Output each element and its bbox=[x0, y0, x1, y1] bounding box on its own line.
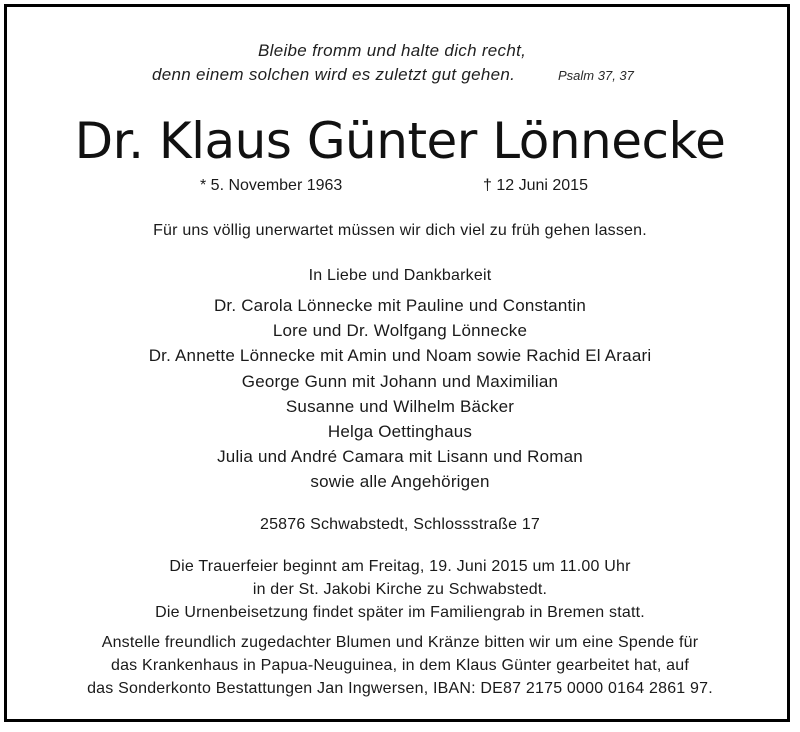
mourner-line: Helga Oettinghaus bbox=[327, 422, 473, 441]
mourner-line: George Gunn mit Johann und Maximilian bbox=[241, 372, 559, 391]
address: 25876 Schwabstedt, Schlossstraße 17 bbox=[259, 516, 541, 533]
mourner-line: Julia und André Camara mit Lisann und Roman bbox=[217, 447, 583, 466]
quote-line-2: denn einem solchen wird es zuletzt gut gehen. bbox=[152, 65, 516, 84]
farewell-message: Für uns völlig unerwartet müssen wir dich viel zu früh gehen lassen. bbox=[153, 222, 647, 239]
ceremony-line: Die Urnenbeisetzung findet später im Familiengrab in Bremen statt. bbox=[155, 604, 645, 621]
ceremony-line: Die Trauerfeier beginnt am Freitag, 19. Juni 2015 um 11.00 Uhr bbox=[169, 558, 631, 575]
birth-date: * 5. November 1963 bbox=[200, 177, 343, 194]
mourner-line: Lore und Dr. Wolfgang Lönnecke bbox=[272, 321, 528, 340]
mourner-line: sowie alle Angehörigen bbox=[310, 472, 490, 491]
mourner-line: Dr. Carola Lönnecke mit Pauline und Constantin bbox=[213, 296, 587, 315]
mourner-line: Dr. Annette Lönnecke mit Amin und Noam sowie Rachid El Araari bbox=[148, 346, 652, 365]
ceremony-line: in der St. Jakobi Kirche zu Schwabstedt. bbox=[252, 581, 548, 598]
donation-line: das Sonderkonto Bestattungen Jan Ingwersen, IBAN: DE87 2175 0000 0164 2861 97. bbox=[87, 680, 713, 697]
mourner-line: Susanne und Wilhelm Bäcker bbox=[285, 397, 515, 416]
quote-line-1: Bleibe fromm und halte dich recht, bbox=[258, 41, 527, 60]
deceased-name: Dr. Klaus Günter Lönnecke bbox=[74, 112, 726, 170]
donation-line: das Krankenhaus in Papua-Neuguinea, in dem Klaus Günter gearbeitet hat, auf bbox=[110, 657, 690, 674]
quote-reference: Psalm 37, 37 bbox=[558, 68, 634, 83]
death-date: † 12 Juni 2015 bbox=[483, 177, 588, 194]
donation-line: Anstelle freundlich zugedachter Blumen und Kränze bitten wir um eine Spende für bbox=[101, 634, 699, 651]
mourners-intro: In Liebe und Dankbarkeit bbox=[308, 267, 492, 284]
